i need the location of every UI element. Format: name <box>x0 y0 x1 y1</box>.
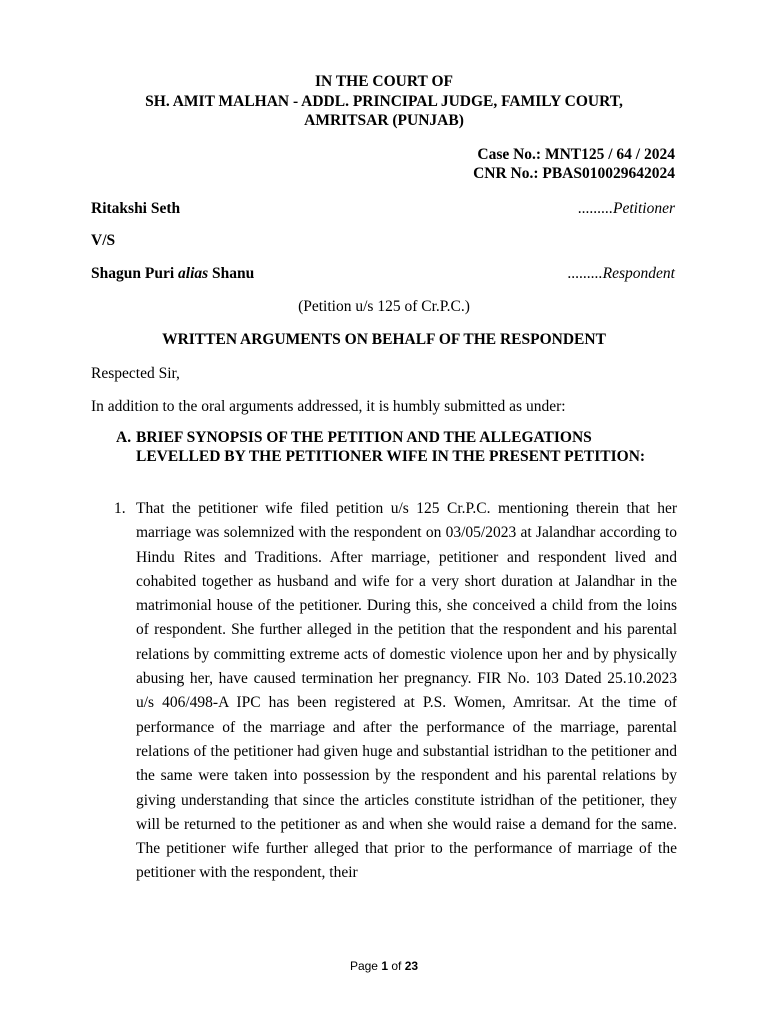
page-total: 23 <box>404 959 419 973</box>
versus-label: V/S <box>91 232 116 249</box>
respondent-name <box>91 264 254 284</box>
respondent-alias: alias <box>178 265 209 282</box>
paragraph-1-number: 1. <box>114 500 126 517</box>
page-current: 1 <box>381 959 388 973</box>
cnr-number: CNR No.: PBAS010029642024 <box>473 165 675 182</box>
document-title: WRITTEN ARGUMENTS ON BEHALF OF THE RESPONDENT <box>162 331 606 348</box>
page-footer <box>0 959 768 973</box>
petition-under: (Petition u/s 125 of Cr.P.C.) <box>298 298 470 315</box>
section-a-heading <box>116 428 676 488</box>
court-heading-line-1: IN THE COURT OF <box>315 73 453 90</box>
page-label: Page <box>349 959 378 973</box>
section-a-letter: A. <box>116 429 132 446</box>
petitioner-role: .........Petitioner <box>578 200 675 217</box>
paragraph-1 <box>114 497 678 947</box>
salutation: Respected Sir, <box>91 365 180 382</box>
respondent-row <box>91 264 675 284</box>
respondent-role: .........Respondent <box>567 265 675 282</box>
section-a-title: BRIEF SYNOPSIS OF THE PETITION AND THE ALLEGATIONS LEVELLED BY THE PETITIONER WIFE IN THE PRESENT PETITION: <box>136 429 646 465</box>
respondent-name-first: Shagun Puri <box>91 265 179 282</box>
petitioner-name: Ritakshi Seth <box>91 200 181 217</box>
of-label: of <box>391 959 402 973</box>
intro-text: In addition to the oral arguments addressed, it is humbly submitted as under: <box>91 398 566 415</box>
case-number: Case No.: MNT125 / 64 / 2024 <box>477 146 675 163</box>
paragraph-1-text: That the petitioner wife filed petition u/s 125 Cr.P.C. mentioning therein that her marriage was solemnized with the respondent on 03/05/2023 at Jalandhar according to Hindu Rites and Traditions. After marriage, petitioner and respondent lived and cohabited together as husband and wife for a very short duration at Jalandhar in the matrimonial house of the petitioner. During this, she conceived a child from the loins of respondent. She further alleged in the petition that the respondent and his parental relations by committing extreme acts of domestic violence upon her and by physically abusing her, have caused termination her pregnancy. FIR No. 103 Dated 25.10.2023 u/s 406/498-A IPC has been registered at P.S. Women, Amritsar. At the time of performance of the marriage and after the performance of the marriage, parental relations of the petitioner had given huge and substantial istridhan to the petitioner and the same were taken into possession by the respondent and his parental relations by giving understanding that since the articles constitute istridhan of the petitioner, they will be returned to the petitioner as and when she would raise a demand for the same. The petitioner wife further alleged that prior to the performance of marriage of the petitioner with the respondent, their <box>136 500 677 882</box>
respondent-name-second: Shanu <box>208 265 255 282</box>
court-heading-line-3: AMRITSAR (PUNJAB) <box>304 112 464 129</box>
court-heading-line-2: SH. AMIT MALHAN - ADDL. PRINCIPAL JUDGE, FAMILY COURT, <box>145 93 623 110</box>
petitioner-row <box>91 199 675 219</box>
